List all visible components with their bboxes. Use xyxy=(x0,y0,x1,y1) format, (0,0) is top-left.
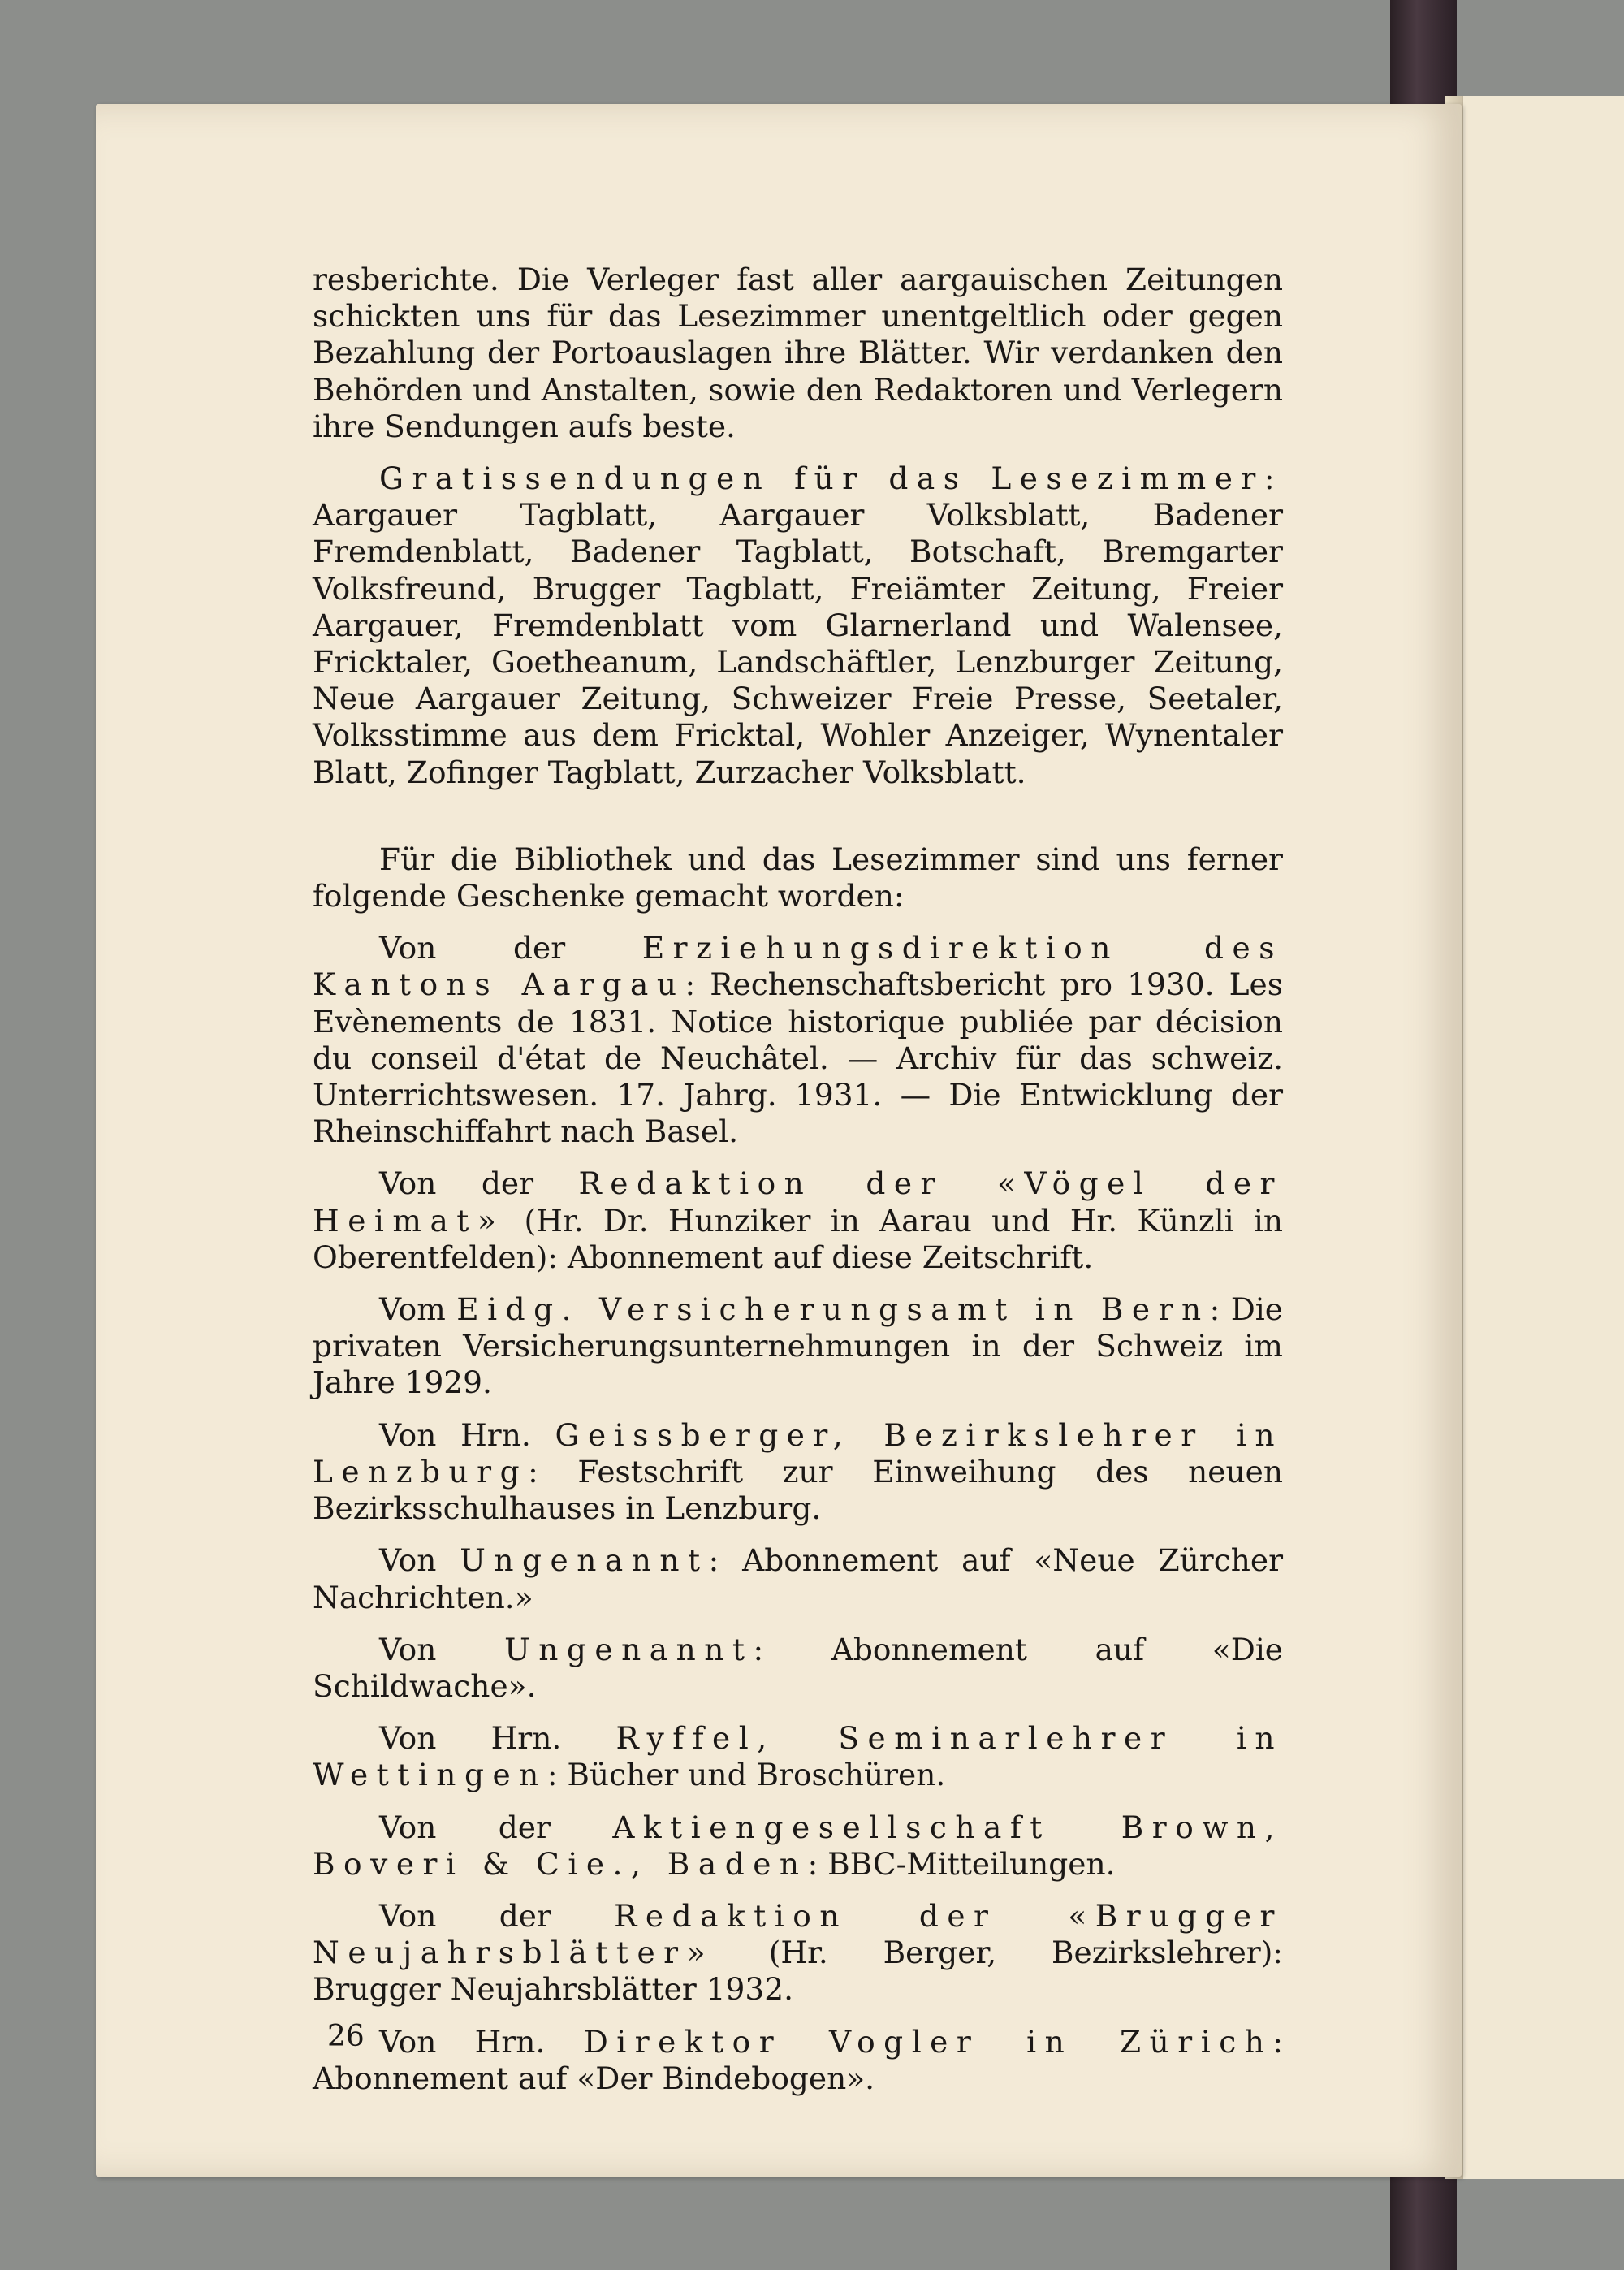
gift-donor: Redaktion der «Brugger Neujahrsblätter» xyxy=(313,1897,1283,1971)
gift-description: : Abonnement auf «Neue Zürcher Nachrichten.» xyxy=(313,1542,1283,1615)
gift-entry xyxy=(313,1898,1283,2008)
gift-entry xyxy=(313,930,1283,1150)
gift-prefix: Von xyxy=(379,1542,460,1579)
gift-description: : Bücher und Broschüren. xyxy=(546,1757,946,1793)
gift-description: : Abonnement auf «Der Bindebogen». xyxy=(313,2023,1283,2096)
gift-prefix: Vom xyxy=(379,1291,457,1328)
gift-donor: Ungenannt xyxy=(504,1631,754,1667)
page-body xyxy=(313,262,1283,2112)
gift-donor: Erziehungsdirektion des Kantons Aargau xyxy=(313,930,1283,1003)
gift-prefix: Von der xyxy=(379,1165,579,1202)
gift-prefix: Von der xyxy=(379,1809,613,1845)
facing-page-edge xyxy=(1462,96,1624,2179)
gift-description: : Abonnement auf «Die Schildwache». xyxy=(313,1631,1283,1704)
page-number: 26 xyxy=(327,2020,365,2053)
paragraph-gifts-intro: Für die Bibliothek und das Lesezimmer sind uns ferner folgende Geschenke gemacht worden: xyxy=(313,841,1283,914)
gift-entry xyxy=(313,2024,1283,2097)
gift-description: (Hr. Berger, Bezirkslehrer): Brugger Neujahrsblätter 1932. xyxy=(313,1935,1283,2008)
gift-entry xyxy=(313,1810,1283,1883)
gift-donor: Ryffel, Seminarlehrer in Wettingen xyxy=(313,1720,1283,1793)
gift-description: : Festschrift zur Einweihung des neuen Bezirksschulhauses in Lenzburg. xyxy=(313,1453,1283,1527)
gift-description: : BBC-Mitteilungen. xyxy=(807,1845,1116,1882)
gift-donor: Geissberger, Bezirkslehrer in Lenzburg xyxy=(313,1416,1283,1490)
gift-prefix: Von Hrn. xyxy=(379,1416,555,1453)
gift-entry xyxy=(313,1720,1283,1793)
gift-entry xyxy=(313,1417,1283,1528)
gift-donor: Direktor Vogler in Zürich xyxy=(583,2023,1273,2060)
gift-entry xyxy=(313,1632,1283,1705)
gift-entry xyxy=(313,1291,1283,1402)
gift-donor: Redaktion der «Vögel der Heimat» xyxy=(313,1165,1283,1239)
gift-prefix: Von der xyxy=(379,1897,615,1934)
gift-description: : Rechenschaftsbericht pro 1930. Les Evènements de 1831. Notice historique publiée par décision du conseil d'état de Neuchâtel. — Archiv für das schweiz. Unterrichtswesen. 17. Jahrg. 1931. — Die Entwicklung der Rheinschiffahrt nach Basel. xyxy=(313,966,1283,1150)
gift-entry xyxy=(313,1542,1283,1615)
gift-prefix: Von Hrn. xyxy=(379,2023,584,2060)
gift-prefix: Von der xyxy=(379,930,642,966)
gift-description: : Die privaten Versicherungsunternehmungen in der Schweiz im Jahre 1929. xyxy=(313,1291,1283,1401)
gift-donor: Eidg. Versicherungsamt in Bern xyxy=(456,1291,1210,1328)
gift-prefix: Von xyxy=(379,1631,505,1667)
gift-donor: Aktiengesellschaft Brown, Boveri & Cie., Baden xyxy=(313,1809,1283,1882)
gift-entry xyxy=(313,1165,1283,1276)
newspaper-list: Aargauer Tagblatt, Aargauer Volksblatt, Badener Fremdenblatt, Badener Tagblatt, Botschaft, Bremgarter Volksfreund, Brugger Tagblatt, Freiämter Zeitung, Freier Aargauer, Fremdenblatt vom Glarnerland und Walensee, Fricktaler, Goetheanum, Landschäftler, Lenzburger Zeitung, Neue Aargauer Zeitung, Schweizer Freie Presse, Seetaler, Volksstimme aus dem Fricktal, Wohler Anzeiger, Wynentaler Blatt, Zofinger Tagblatt, Zurzacher Volksblatt. xyxy=(313,497,1283,790)
paragraph-free-newspapers xyxy=(313,460,1283,791)
gift-description: (Hr. Dr. Hunziker in Aarau und Hr. Künzli in Oberentfelden): Abonnement auf diese Zeitschrift. xyxy=(313,1202,1283,1275)
gift-donor: Ungenannt xyxy=(460,1542,709,1579)
gift-prefix: Von Hrn. xyxy=(379,1720,616,1757)
paragraph-intro: resberichte. Die Verleger fast aller aargauischen Zeitungen schickten uns für das Lesezimmer unentgeltlich oder gegen Bezahlung der Portoauslagen ihre Blätter. Wir verdanken den Behörden und Anstalten, sowie den Redaktoren und Verlegern ihre Sendungen aufs beste. xyxy=(313,262,1283,444)
spaced-heading: Gratissendungen für das Lesezimmer: xyxy=(379,460,1283,497)
